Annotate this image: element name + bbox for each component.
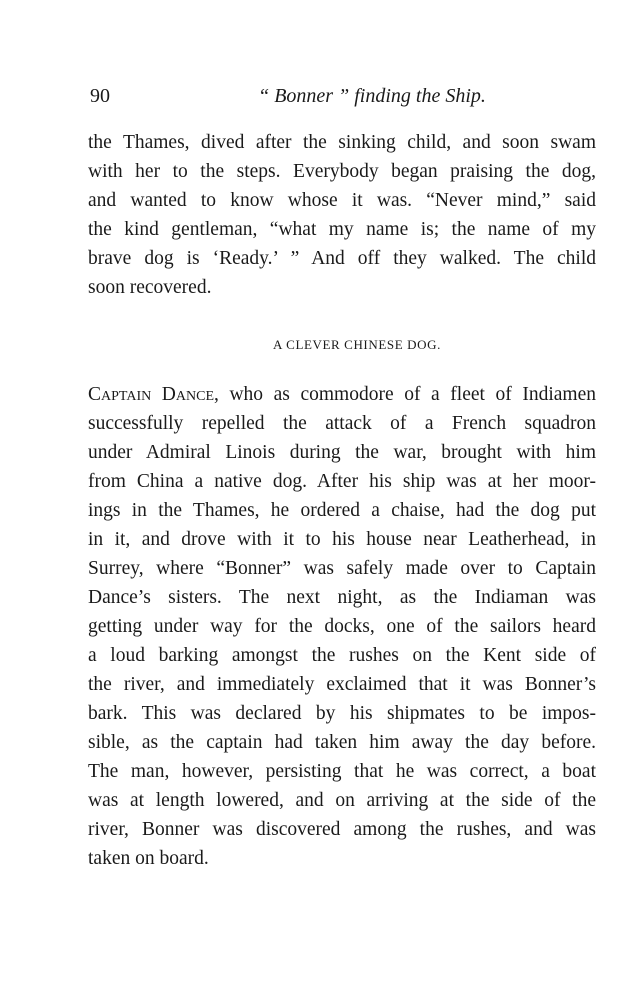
text-line: The man, however, persisting that he was correct, a boat xyxy=(88,761,596,782)
text-line: brave dog is ‘Ready.’ ” And off they walked. The child xyxy=(88,248,596,269)
lead-smallcaps: Captain Dance xyxy=(88,384,214,405)
text-line: Dance’s sisters. The next night, as the Indiaman was xyxy=(88,587,596,608)
text-line: the kind gentleman, “what my name is; the name of my xyxy=(88,219,596,240)
text-line: Surrey, where “Bonner” was safely made over to Captain xyxy=(88,558,596,579)
first-line-rest: , who as commodore of a fleet of Indiamen xyxy=(214,384,596,405)
text-line: the river, and immediately exclaimed that it was Bonner’s xyxy=(88,674,596,695)
text-line: in it, and drove with it to his house near Leatherhead, in xyxy=(88,529,596,550)
text-line: a loud barking amongst the rushes on the Kent side of xyxy=(88,645,596,666)
paragraph-1 xyxy=(88,128,596,302)
section-heading: A CLEVER CHINESE DOG. xyxy=(273,337,441,352)
text-line: the Thames, dived after the sinking child, and soon swam xyxy=(88,132,596,153)
page-number: 90 xyxy=(90,85,110,107)
text-line: river, Bonner was discovered among the rushes, and was xyxy=(88,819,596,840)
running-title: “ Bonner ” finding the Ship. xyxy=(258,85,486,107)
text-line: from China a native dog. After his ship was at her moor- xyxy=(88,471,596,492)
text-line-first xyxy=(88,380,596,409)
text-line: ings in the Thames, he ordered a chaise, had the dog put xyxy=(88,500,596,521)
page-header xyxy=(88,82,596,112)
text-line: was at length lowered, and on arriving at the side of the xyxy=(88,790,596,811)
text-line: successfully repelled the attack of a French squadron xyxy=(88,413,596,434)
text-line: getting under way for the docks, one of the sailors heard xyxy=(88,616,596,637)
text-line: sible, as the captain had taken him away the day before. xyxy=(88,732,596,753)
text-line: and wanted to know whose it was. “Never mind,” said xyxy=(88,190,596,211)
text-line: under Admiral Linois during the war, brought with him xyxy=(88,442,596,463)
text-line: bark. This was declared by his shipmates to be impos- xyxy=(88,703,596,724)
text-line: taken on board. xyxy=(88,848,209,869)
text-line: with her to the steps. Everybody began praising the dog, xyxy=(88,161,596,182)
text-line: soon recovered. xyxy=(88,277,212,298)
paragraph-2 xyxy=(88,380,596,873)
